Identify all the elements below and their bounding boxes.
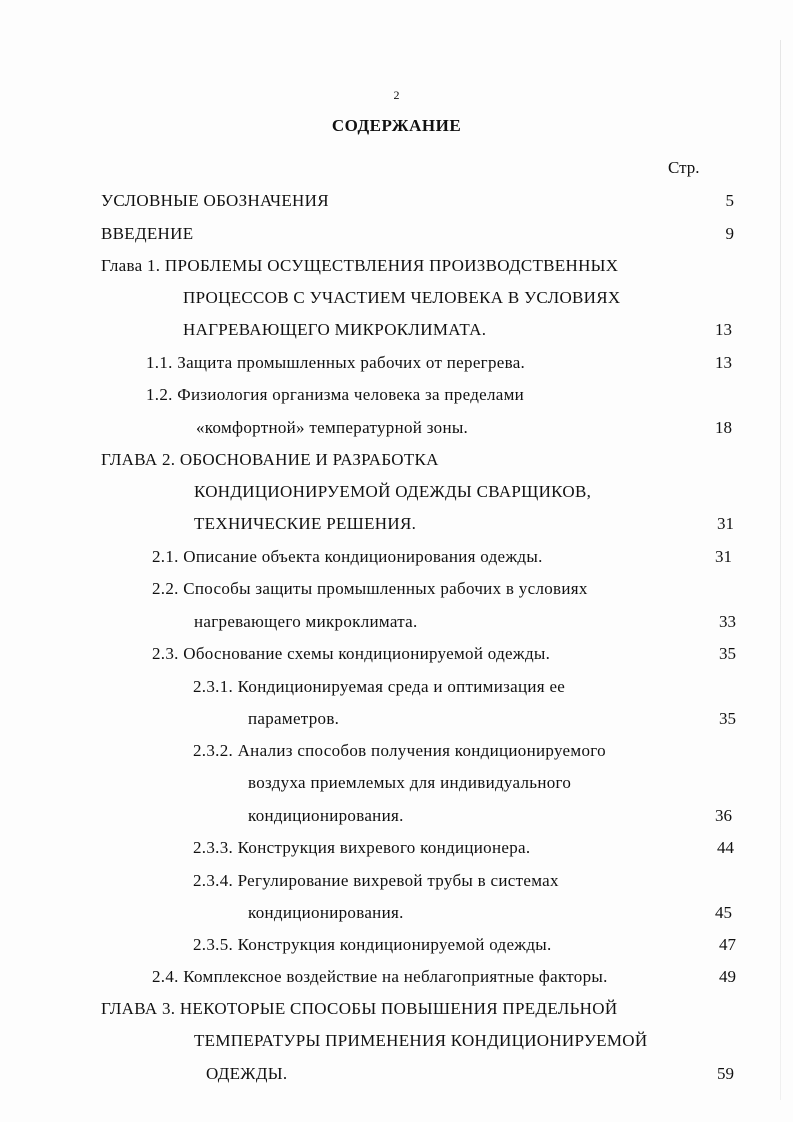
page-title: СОДЕРЖАНИЕ [331, 116, 462, 135]
toc-entry-line: 2.2. Способы защиты промышленных рабочих в условиях [152, 579, 588, 598]
toc-entry-line: 2.3.5. Конструкция кондиционируемой одежды. [193, 935, 552, 954]
toc-entry-line: ОДЕЖДЫ. [206, 1064, 288, 1083]
toc-entry-page: 59 [717, 1064, 734, 1083]
toc-entry-line: 2.3. Обоснование схемы кондиционируемой одежды. [152, 644, 551, 663]
toc-entry-page: 35 [719, 644, 736, 663]
toc-entry-line: ВВЕДЕНИЕ [101, 224, 194, 243]
toc-entry-page: 49 [719, 967, 736, 986]
toc-entry-line: Глава 1. ПРОБЛЕМЫ ОСУЩЕСТВЛЕНИЯ ПРОИЗВОДСТВЕННЫХ [101, 256, 619, 275]
toc-entry-line: 1.2. Физиология организма человека за пределами [146, 385, 525, 404]
toc-entry-line: УСЛОВНЫЕ ОБОЗНАЧЕНИЯ [101, 191, 329, 210]
toc-entry-line: 2.3.1. Кондиционируемая среда и оптимизация ее [193, 677, 566, 696]
toc-entry-line: КОНДИЦИОНИРУЕМОЙ ОДЕЖДЫ СВАРЩИКОВ, [194, 482, 592, 501]
toc-entry-page: 47 [719, 935, 736, 954]
toc-entry-line: 2.3.3. Конструкция вихревого кондиционера. [193, 838, 531, 857]
toc-entry-page: 13 [715, 353, 732, 372]
toc-entry-page: 18 [715, 418, 732, 437]
page-column-label: Стр. [668, 158, 700, 177]
toc-entry-line: «комфортной» температурной зоны. [196, 418, 469, 437]
toc-entry-line: нагревающего микроклимата. [194, 612, 418, 631]
toc-entry-page: 33 [719, 612, 736, 631]
toc-entry-line: НАГРЕВАЮЩЕГО МИКРОКЛИМАТА. [183, 320, 487, 339]
toc-entry-page: 45 [715, 903, 732, 922]
toc-entry-page: 31 [717, 514, 734, 533]
toc-entry-line: воздуха приемлемых для индивидуального [248, 773, 572, 792]
toc-entry-line: ТЕМПЕРАТУРЫ ПРИМЕНЕНИЯ КОНДИЦИОНИРУЕМОЙ [194, 1031, 648, 1050]
scan-edge [780, 40, 781, 1100]
toc-entry-line: 2.3.4. Регулирование вихревой трубы в системах [193, 871, 559, 890]
toc-entry-line: ПРОЦЕССОВ С УЧАСТИЕМ ЧЕЛОВЕКА В УСЛОВИЯХ [183, 288, 621, 307]
toc-entry-page: 31 [715, 547, 732, 566]
toc-entry-page: 35 [719, 709, 736, 728]
toc-entry-page: 13 [715, 320, 732, 339]
toc-entry-line: 2.3.2. Анализ способов получения кондиционируемого [193, 741, 606, 760]
toc-entry-page: 36 [715, 806, 732, 825]
toc-entry-page: 44 [717, 838, 734, 857]
toc-entry-line: кондиционирования. [248, 806, 404, 825]
toc-entry-line: параметров. [248, 709, 340, 728]
toc-entry-line: ГЛАВА 2. ОБОСНОВАНИЕ И РАЗРАБОТКА [101, 450, 439, 469]
toc-entry-page: 9 [725, 224, 734, 243]
toc-entry-page: 5 [725, 191, 734, 210]
toc-entry-line: 1.1. Защита промышленных рабочих от перегрева. [146, 353, 526, 372]
toc-entry-line: 2.4. Комплексное воздействие на неблагоприятные факторы. [152, 967, 608, 986]
page-number: 2 [393, 88, 400, 102]
toc-entry-line: кондиционирования. [248, 903, 404, 922]
toc-entry-line: ГЛАВА 3. НЕКОТОРЫЕ СПОСОБЫ ПОВЫШЕНИЯ ПРЕДЕЛЬНОЙ [101, 999, 618, 1018]
toc-entry-line: 2.1. Описание объекта кондиционирования одежды. [152, 547, 543, 566]
toc-entry-line: ТЕХНИЧЕСКИЕ РЕШЕНИЯ. [194, 514, 417, 533]
